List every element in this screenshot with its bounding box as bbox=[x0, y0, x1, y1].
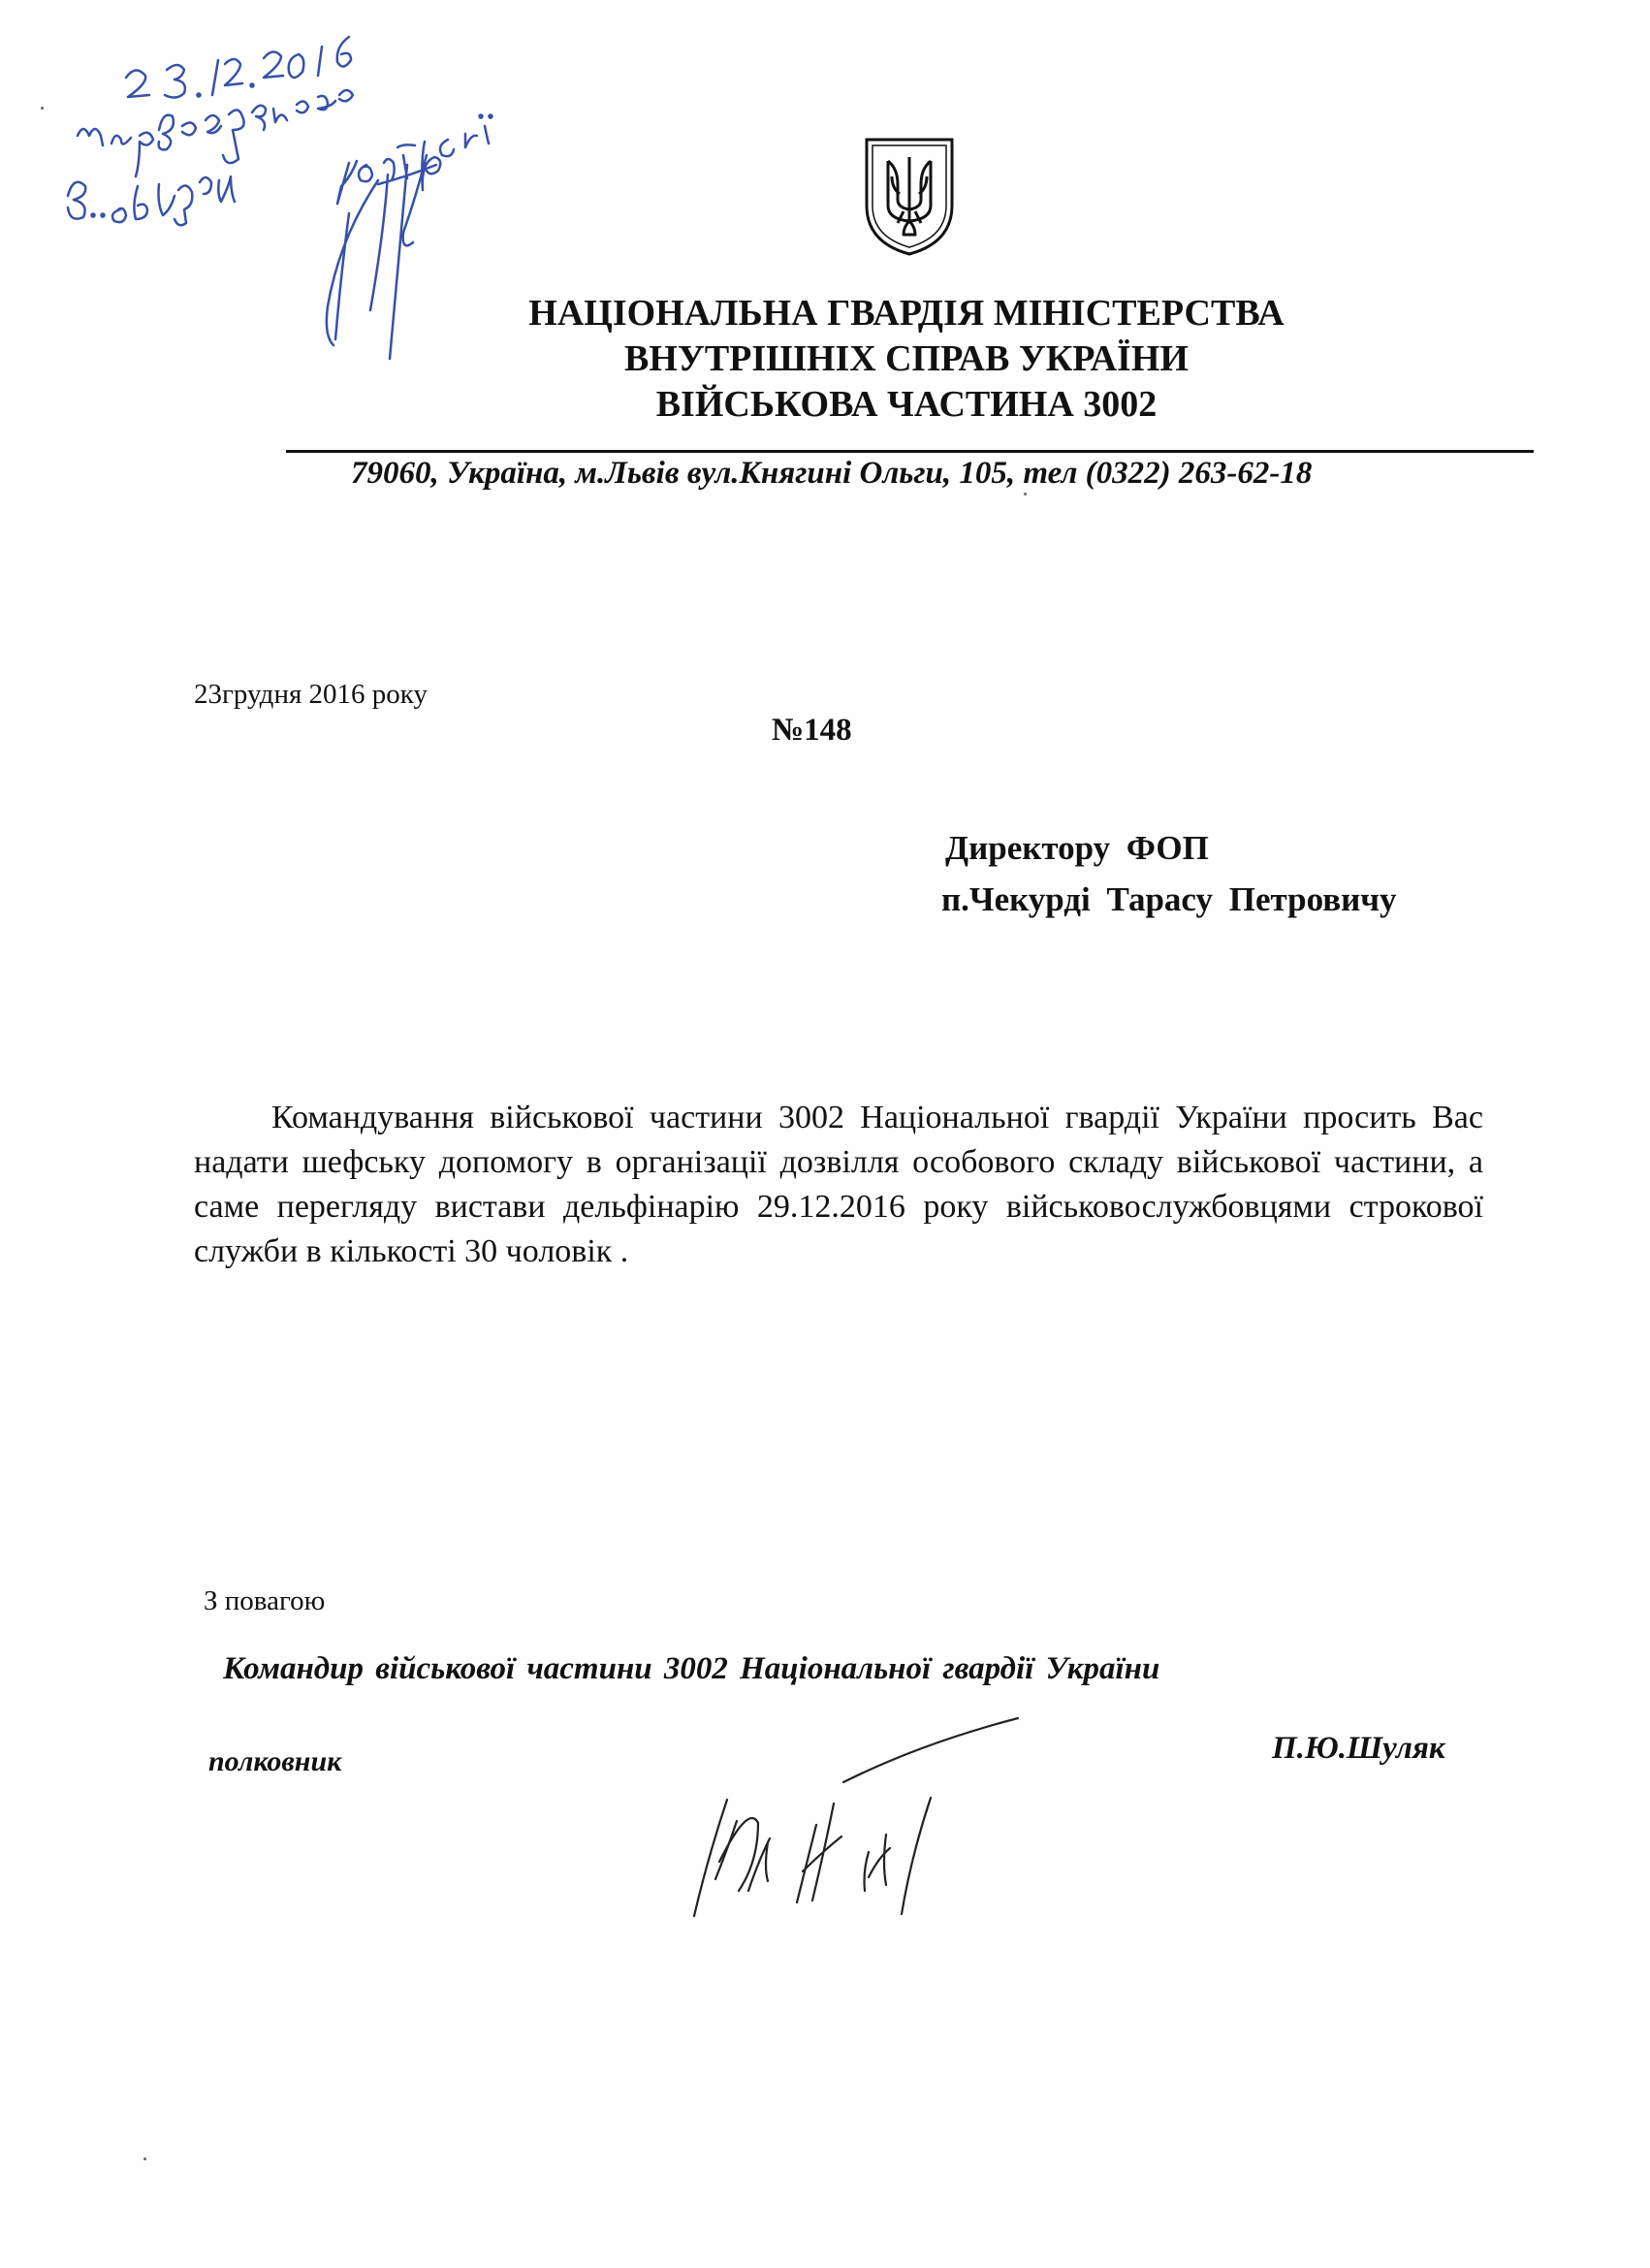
signer-position: Командир військової частини 3002 Національної гвардії України bbox=[223, 1651, 1160, 1686]
handwritten-signature bbox=[679, 1707, 1105, 1930]
letterhead bbox=[465, 291, 1348, 428]
letterhead-address: 79060, Україна, м.Львів вул.Княгині Ольги, 105, тел (0322) 263-62-18 bbox=[351, 456, 1313, 491]
coat-of-arms-icon bbox=[861, 136, 958, 257]
letterhead-divider bbox=[286, 450, 1534, 453]
scan-speck bbox=[1024, 493, 1027, 495]
document-date: 23грудня 2016 року bbox=[194, 679, 428, 710]
signer-rank: полковник bbox=[208, 1745, 342, 1777]
document-number: №148 bbox=[772, 713, 852, 748]
addressee-block bbox=[941, 822, 1397, 925]
body-paragraph: Командування військової частини 3002 Національної гвардії України просить Вас надати шефську допомогу в організації дозвілля особового складу військової частини, а саме перегляду вистави дельфінарію 29.12.2016 року військовослужбовцями строкової служби в кількості 30 чоловік . bbox=[194, 1100, 1483, 1269]
letterhead-line-3: ВІЙСЬКОВА ЧАСТИНА 3002 bbox=[655, 384, 1158, 425]
closing-regards: З повагою bbox=[204, 1585, 326, 1616]
letterhead-line-1: НАЦІОНАЛЬНА ГВАРДІЯ МІНІСТЕРСТВА bbox=[528, 293, 1285, 334]
scan-speck bbox=[41, 107, 44, 110]
signer-name: П.Ю.Шуляк bbox=[1272, 1731, 1445, 1766]
letter-body bbox=[194, 1096, 1483, 1274]
letterhead-line-2: ВНУТРІШНІХ СПРАВ УКРАЇНИ bbox=[624, 338, 1189, 379]
scan-speck bbox=[143, 2157, 146, 2160]
addressee-name: п.Чекурді Тарасу Петровичу bbox=[941, 880, 1397, 918]
addressee-title: Директору ФОП bbox=[945, 829, 1209, 867]
